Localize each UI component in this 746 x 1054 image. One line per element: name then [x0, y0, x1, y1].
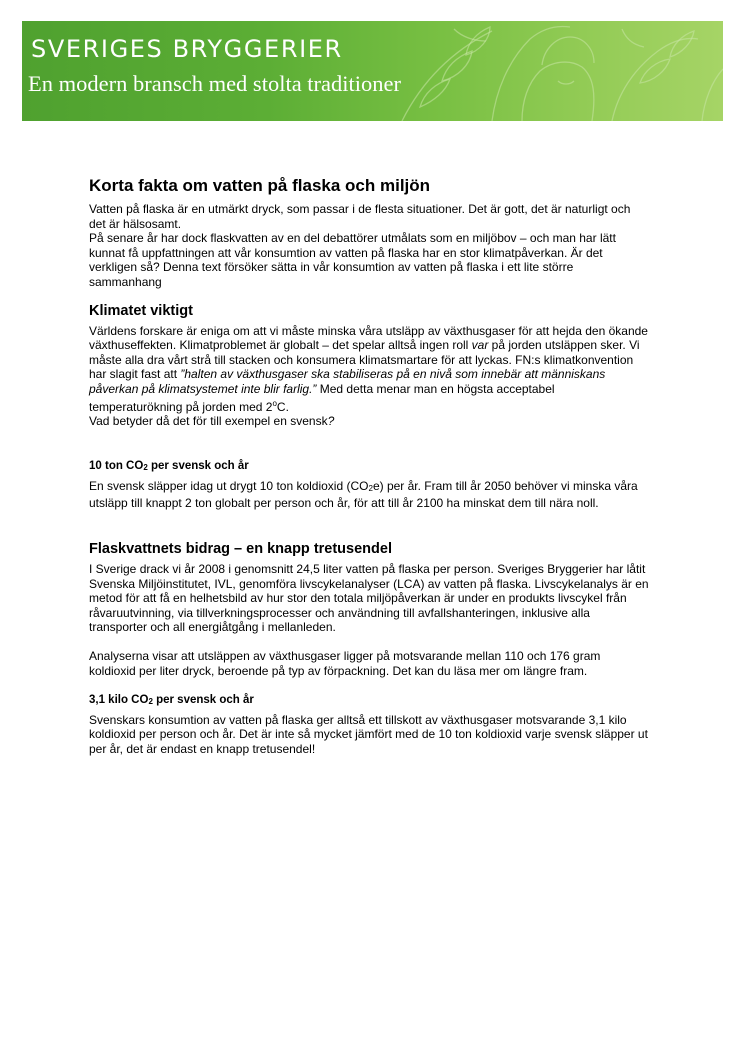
- section-heading-bottled-water: Flaskvattnets bidrag – en knapp tretusendel: [89, 540, 392, 557]
- kilo-paragraph: Svenskars konsumtion av vatten på flaska ger alltså ett tillskott av växthusgaser motsvarande 3,1 kilo koldioxid per person och år. Det är inte så mycket jämfört med de 10 ton koldioxid varje svensk släpper ut per år, det är endast en knapp tretusendel!: [89, 712, 648, 756]
- section-heading-climate: Klimatet viktigt: [89, 302, 193, 319]
- document-body: [89, 176, 649, 756]
- brand-title: SVERIGES BRYGGERIER: [31, 35, 343, 63]
- brand-tagline: En modern bransch med stolta traditioner: [28, 71, 402, 96]
- un-quote: ”halten av växthusgaser ska stabiliseras på en nivå som innebär att människans påverkan på klimatsystemet inte blir farlig.”: [89, 367, 606, 396]
- bottled-paragraph-1: I Sverige drack vi år 2008 i genomsnitt 24,5 liter vatten på flaska per person. Sveriges Bryggerier har låtit Svenska Miljöinstitutet, IVL, genomföra livscykelanalyser (LCA) av vatten på flaska. Livscykelanalys är en metod för att få en helhetsbild av hur stor den totala miljöpåverkan är under en produkts livscykel från råvaruutvinning, via tillverkningsprocesser och användning till avfallshanteringen, inklusive alla transporter och all energiåtgång i mellanleden.: [89, 561, 649, 635]
- climate-paragraph: Världens forskare är eniga om att vi måste minska våra utsläpp av växthusgaser för att hejda den ökande växthuseffekten. Klimatproblemet är globalt – det spelar alltså ingen roll var på jorden utsläppen sker. Vi måste alla dra vårt strå till stacken och konsumera klimatsmartare för att lyckas. FN:s klimatkonvention har slagit fast att ”halten av växthusgaser ska stabiliseras på en nivå som innebär att människans påverkan på klimatsystemet inte blir farlig.” Med detta menar man en högsta acceptabel temperaturökning på jorden med 2$^o$C.: [89, 323, 648, 414]
- per-capita-paragraph: En svensk släpper idag ut drygt 10 ton koldioxid $(CO_2e)$ per år. Fram till år 2050 behöver vi minska våra utsläpp till knappt 2 ton globalt per person och år, för att till år 2100 ha minskat dem till nära noll.: [89, 478, 638, 511]
- section-heading-kilo: 3,1 kilo $CO_2$ per svensk och år: [89, 693, 254, 706]
- bottled-paragraph-2: Analyserna visar att utsläppen av växthusgaser ligger på motsvarande mellan 110 och 176 gram koldioxid per liter dryck, beroende på typ av förpackning. Det kan du läsa mer om längre fram.: [89, 649, 601, 679]
- header-banner: [22, 21, 723, 121]
- intro-paragraph-1: Vatten på flaska är en utmärkt dryck, som passar i de flesta situationer. Det är gott, det är naturligt och det är hälsosamt.: [89, 202, 631, 231]
- intro-paragraph-2: På senare år har dock flaskvatten av en del debattörer utmålats som en miljöbov – och man har lätt kunnat få uppfattningen att vår konsumtion av vatten på flaska har en stor klimatpåverkan. Är det verkligen så? Denna text försöker sätta in vår konsumtion av vatten på flaska i ett lite större sammanhang: [89, 231, 616, 289]
- climate-question: Vad betyder då det för till exempel en svensk?: [89, 414, 335, 429]
- section-heading-per-capita: 10 ton $CO_2$ per svensk och år: [89, 459, 249, 472]
- document-title: Korta fakta om vatten på flaska och miljön: [89, 176, 431, 195]
